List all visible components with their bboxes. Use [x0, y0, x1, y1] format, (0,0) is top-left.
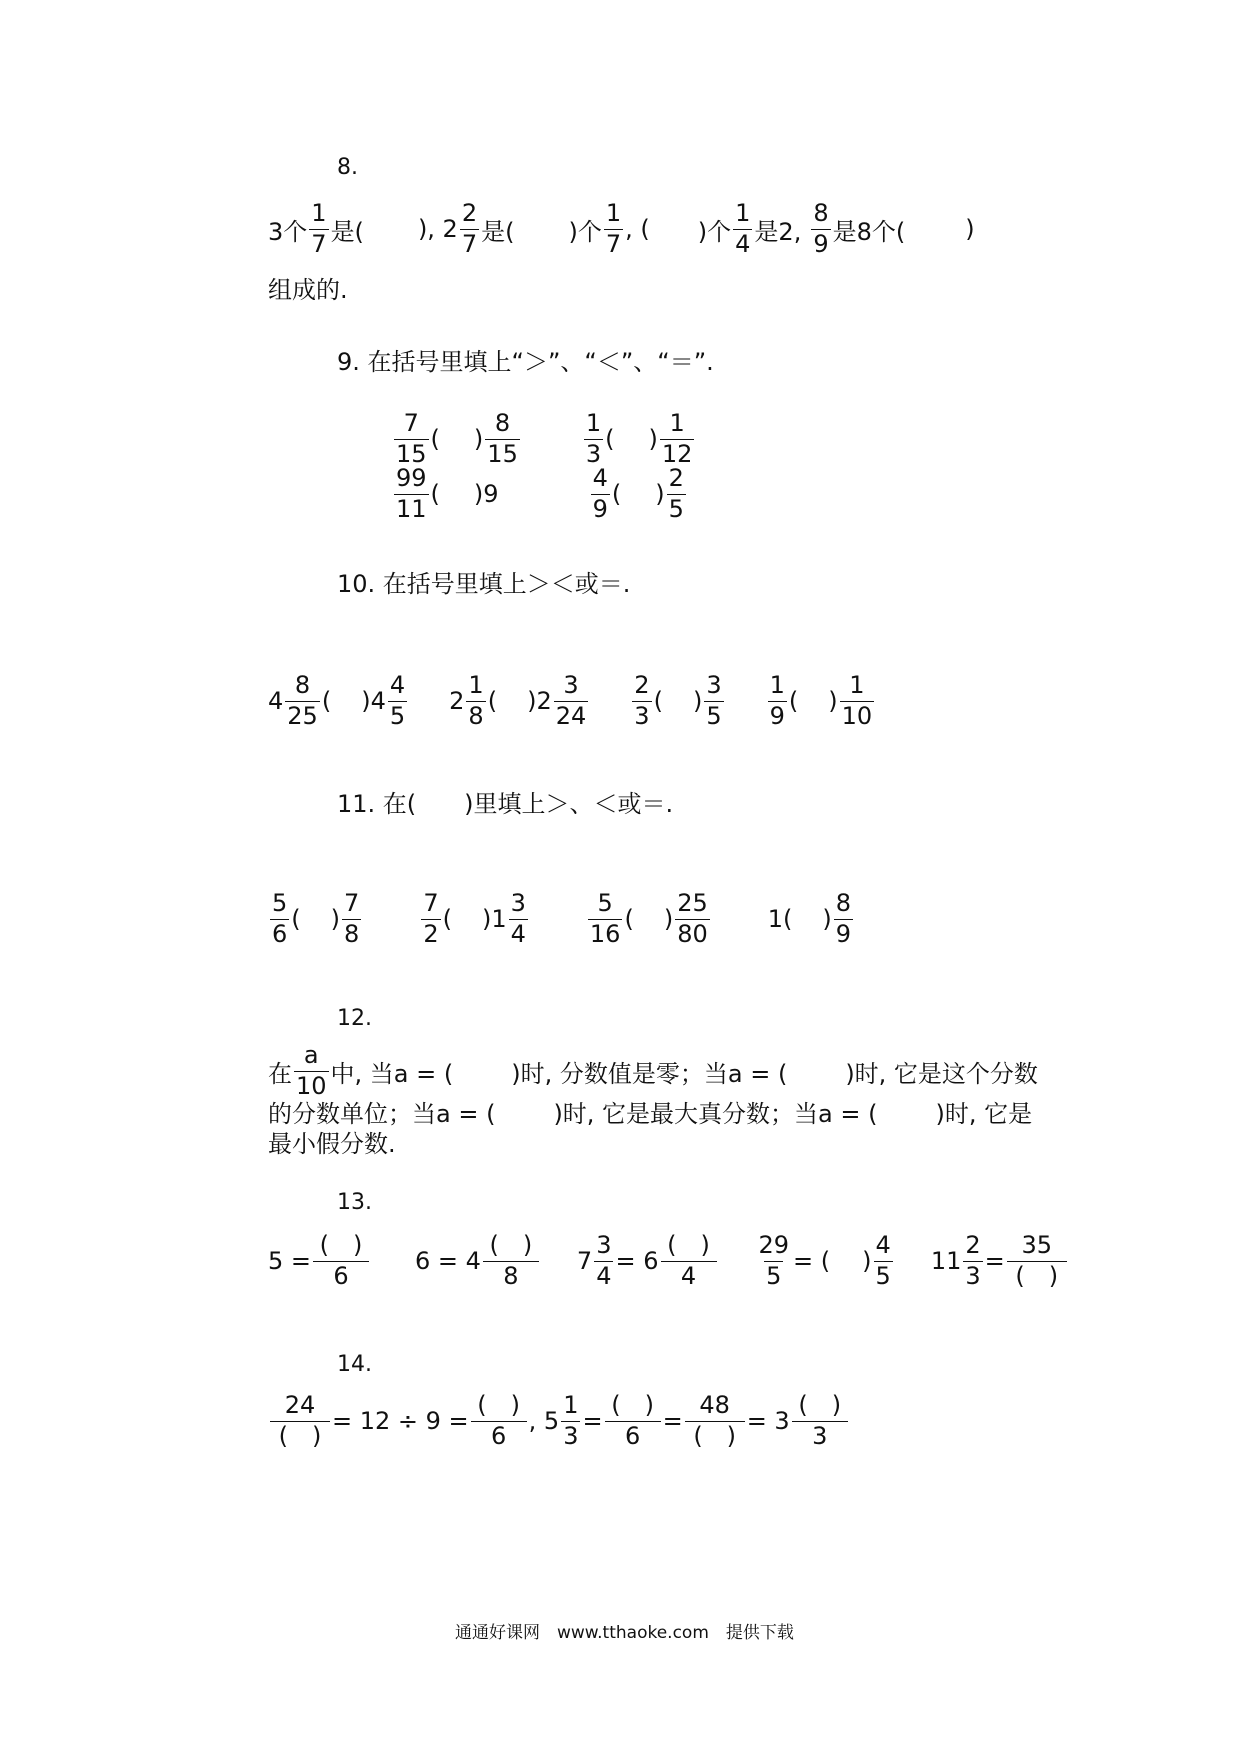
q11-f1: $\frac{5}{6}$ [272, 889, 288, 948]
q13-e4-frac1: $\frac{29}{5}$ [758, 1231, 790, 1290]
q13-e4-mid: = ( [793, 1247, 831, 1276]
q10-f5: $\frac{2}{3}$ [634, 671, 650, 730]
q14-frac2: $\frac{( )}{6}$ [471, 1392, 527, 1450]
q8-text3: ), 2 [417, 215, 458, 244]
q11-title: 11. 在( )里填上＞、＜或＝. [337, 790, 674, 818]
q11-f4: $\frac{3}{4}$ [510, 889, 526, 948]
q9-paren-open: ( [430, 425, 440, 454]
q8-text9: 是8个( [832, 217, 906, 246]
q9-paren-close: ) [655, 480, 665, 509]
q9-title: 9. 在括号里填上“＞”、“＜”、“＝”. [337, 348, 714, 376]
q10-title: 10. 在括号里填上＞＜或＝. [337, 570, 631, 598]
q10-row [268, 672, 876, 730]
q14-number: 14. [337, 1352, 372, 1377]
q8-text1: 3个 [268, 217, 308, 246]
q8-text8: 是2, [754, 217, 802, 246]
q10-f6: $\frac{3}{5}$ [706, 671, 722, 730]
q12-line1 [268, 1042, 1038, 1100]
q11-f2: $\frac{7}{8}$ [344, 889, 360, 948]
q13-e2-frac: $\frac{( )}{8}$ [483, 1232, 539, 1290]
q11-f5: $\frac{5}{16}$ [589, 889, 621, 948]
q14-frac4: $\frac{( )}{6}$ [605, 1392, 661, 1450]
q10-f7: $\frac{1}{9}$ [769, 671, 785, 730]
q9-b1: $\frac{1}{3}$ [585, 409, 602, 468]
q12-frac1: $\frac{a}{10}$ [296, 1041, 327, 1100]
q8-frac3: $\frac{1}{7}$ [605, 199, 622, 258]
q13-e4-close: ) [862, 1247, 872, 1276]
q13-e2-left: 6 = 4 [415, 1247, 481, 1276]
q9-paren-close: ) [473, 480, 484, 509]
q8-frac1: $\frac{1}{7}$ [311, 199, 327, 258]
q12-number: 12. [337, 1006, 372, 1031]
q8-text5: )个 [568, 217, 602, 246]
q12-line2c: )时, 它是 [935, 1100, 1033, 1128]
q12-text3: )时, 分数值是零；当a = ( [511, 1059, 788, 1088]
q10-whole1: 4 [268, 687, 284, 716]
q10-paren-open: ( [321, 687, 332, 716]
q11-f3: $\frac{7}{2}$ [423, 889, 439, 948]
q9-c1: $\frac{99}{11}$ [396, 464, 427, 523]
q13-e3-frac1: $\frac{3}{4}$ [596, 1231, 612, 1290]
q10-paren-open: ( [487, 687, 498, 716]
q13-e3-whole: 7 [576, 1247, 593, 1276]
q11-f6: $\frac{25}{80}$ [677, 889, 708, 948]
q11-paren-close: ) [822, 905, 832, 934]
q9-paren-open: ( [611, 480, 622, 509]
q13-e5-frac1: $\frac{2}{3}$ [965, 1231, 981, 1290]
q9-row2 [392, 465, 688, 523]
q14-text2: , 5 [528, 1407, 560, 1436]
q14-frac5: $\frac{48}{( )}$ [685, 1392, 745, 1450]
q10-paren-close: ) [692, 687, 703, 716]
q14-frac3: $\frac{1}{3}$ [563, 1391, 579, 1450]
q8-frac2: $\frac{2}{7}$ [461, 199, 478, 258]
q11-paren-close: ) [330, 905, 341, 934]
q14-row [268, 1392, 850, 1450]
q13-e4-frac2: $\frac{4}{5}$ [875, 1231, 891, 1290]
q12-text1: 在 [268, 1059, 292, 1088]
q8-text7: )个 [697, 217, 732, 246]
q8-text10: ) [965, 215, 975, 244]
q8-line1 [268, 200, 975, 258]
q13-e3-mid: = 6 [615, 1247, 659, 1276]
q13-row [268, 1232, 1069, 1290]
q14-text5: = 3 [746, 1407, 790, 1436]
q10-f4: $\frac{3}{24}$ [555, 671, 587, 730]
q11-paren-open: ( [783, 905, 793, 934]
q11-paren-close: ) [663, 905, 674, 934]
q10-paren-open: ( [653, 687, 663, 716]
q9-d2: $\frac{2}{5}$ [668, 464, 684, 523]
q10-paren-open: ( [788, 687, 799, 716]
q11-paren-open: ( [624, 905, 634, 934]
q11-whole4: 1 [491, 905, 507, 934]
q10-whole3: 2 [449, 687, 465, 716]
q10-f3: $\frac{1}{8}$ [468, 671, 484, 730]
q9-d1: $\frac{4}{9}$ [592, 464, 608, 523]
q14-text3: = [582, 1407, 603, 1436]
q12-text2: 中, 当a = ( [330, 1059, 454, 1088]
page-footer: 通通好课网 www.tthaoke.com 提供下载 [455, 1623, 794, 1643]
q9-paren-close: ) [648, 425, 658, 454]
q13-number: 13. [337, 1190, 372, 1215]
q14-text1: = 12 ÷ 9 = [332, 1407, 469, 1436]
q8-frac5: $\frac{8}{9}$ [813, 199, 829, 258]
q10-paren-close: ) [828, 687, 838, 716]
q8-text4: 是( [481, 217, 515, 246]
q12-line3: 最小假分数. [268, 1130, 396, 1158]
q10-paren-close: ) [361, 687, 371, 716]
q14-frac6: $\frac{( )}{3}$ [792, 1392, 848, 1450]
q9-b2: $\frac{1}{12}$ [661, 409, 693, 468]
q8-frac4: $\frac{1}{4}$ [735, 199, 751, 258]
q8-text2: 是( [330, 217, 364, 246]
q13-e5-whole: 11 [930, 1247, 962, 1276]
q10-paren-close: ) [527, 687, 537, 716]
q10-f8: $\frac{1}{10}$ [841, 671, 873, 730]
q8-text6: , ( [625, 215, 650, 244]
q14-frac1: $\frac{24}{( )}$ [270, 1392, 330, 1450]
q13-e5-eq: = [984, 1247, 1005, 1276]
q13-e5-frac2: $\frac{35}{( )}$ [1007, 1232, 1067, 1290]
q14-text4: = [662, 1407, 683, 1436]
q11-whole7: 1 [767, 905, 784, 934]
q11-row [268, 890, 855, 948]
q8-number: 8. [337, 155, 358, 180]
q10-f1: $\frac{8}{25}$ [287, 671, 318, 730]
q12-text4: )时, 它是这个分数 [845, 1059, 1038, 1088]
q11-paren-open: ( [442, 905, 452, 934]
q9-paren-close: ) [473, 425, 484, 454]
q13-e3-frac2: $\frac{( )}{4}$ [661, 1232, 717, 1290]
q10-whole2: 4 [370, 687, 386, 716]
q11-paren-close: ) [481, 905, 492, 934]
q11-f8: $\frac{8}{9}$ [835, 889, 852, 948]
q10-whole4: 2 [536, 687, 552, 716]
q9-c2: 9 [483, 480, 499, 509]
q13-e1-left: 5 = [268, 1247, 312, 1276]
q11-paren-open: ( [291, 905, 301, 934]
q9-a2: $\frac{8}{15}$ [487, 409, 518, 468]
q8-line2: 组成的. [268, 276, 348, 304]
q10-f2: $\frac{4}{5}$ [389, 671, 406, 730]
q9-paren-open: ( [605, 425, 615, 454]
q12-line2a: 的分数单位；当a = ( [268, 1100, 496, 1128]
q9-a1: $\frac{7}{15}$ [396, 409, 427, 468]
q9-row1 [392, 410, 696, 468]
q12-line2b: )时, 它是最大真分数；当a = ( [553, 1100, 878, 1128]
q9-paren-open: ( [430, 480, 440, 509]
q13-e1-frac: $\frac{( )}{6}$ [313, 1232, 369, 1290]
